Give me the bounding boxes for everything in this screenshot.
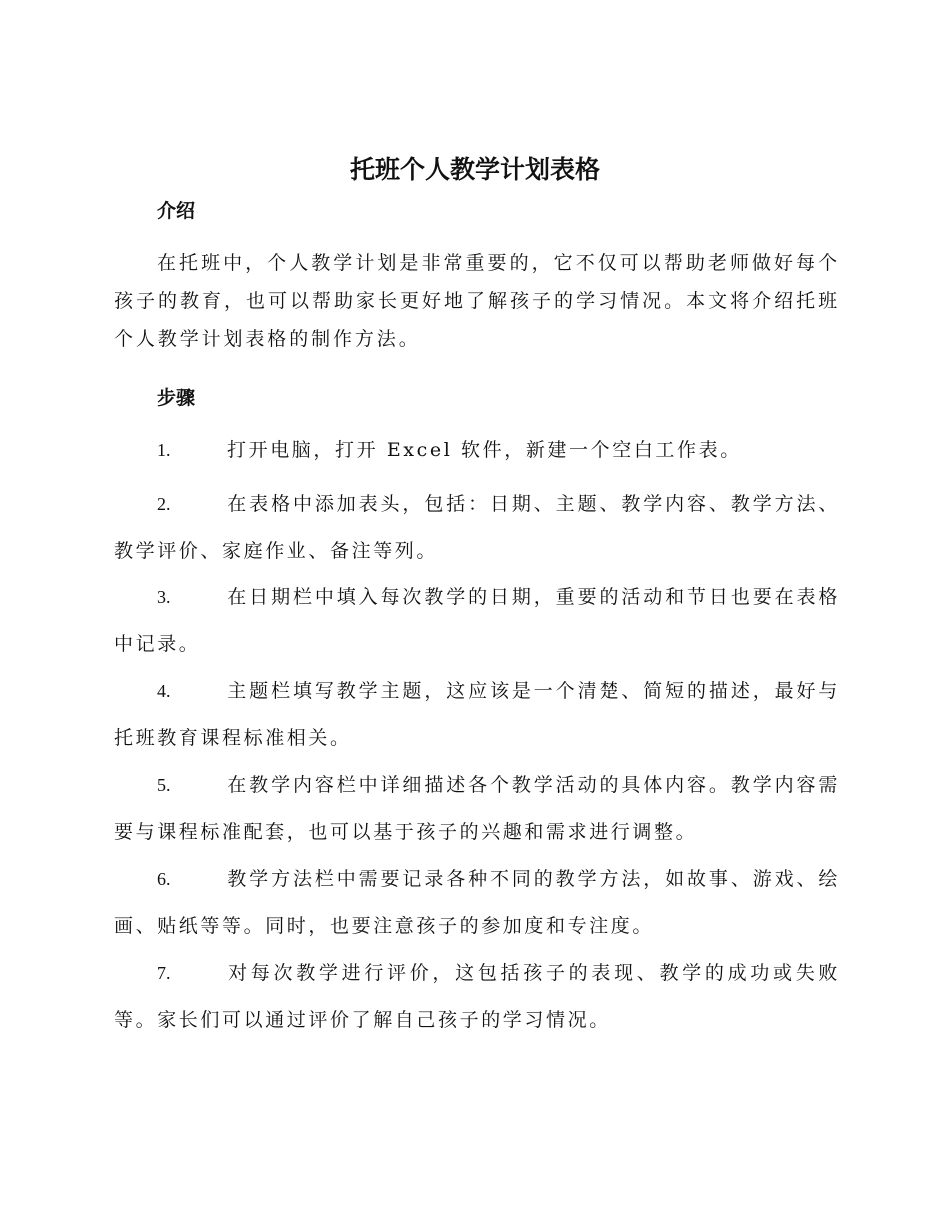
step-item bbox=[114, 427, 840, 474]
document-title: 托班个人教学计划表格 bbox=[349, 155, 600, 184]
step-number: 2. bbox=[157, 494, 171, 514]
step-item bbox=[114, 574, 840, 668]
step-number: 6. bbox=[157, 869, 171, 889]
intro-paragraph: 在托班中，个人教学计划是非常重要的，它不仅可以帮助老师做好每个孩子的教育，也可以帮助家长更好地了解孩子的学习情况。本文将介绍托班个人教学计划表格的制作方法。 bbox=[114, 252, 840, 350]
step-text: 在日期栏中填入每次教学的日期，重要的活动和节日也要在表格中记录。 bbox=[114, 586, 840, 655]
step-text: 教学方法栏中需要记录各种不同的教学方法，如故事、游戏、绘画、贴纸等等。同时，也要注意孩子的参加度和专注度。 bbox=[114, 868, 840, 937]
step-item bbox=[114, 668, 840, 762]
step-number: 5. bbox=[157, 775, 171, 795]
step-item bbox=[114, 481, 840, 575]
section-heading-intro: 介绍 bbox=[157, 200, 196, 222]
step-item bbox=[114, 950, 840, 1044]
step-number: 4. bbox=[157, 681, 171, 701]
step-text: 对每次教学进行评价，这包括孩子的表现、教学的成功或失败等。家长们可以通过评价了解自己孩子的学习情况。 bbox=[114, 962, 840, 1031]
step-item bbox=[114, 762, 840, 856]
step-item bbox=[114, 856, 840, 950]
step-text: 主题栏填写教学主题，这应该是一个清楚、简短的描述，最好与托班教育课程标准相关。 bbox=[114, 680, 840, 749]
step-number: 1. bbox=[157, 440, 171, 460]
step-text: 在表格中添加表头，包括：日期、主题、教学内容、教学方法、教学评价、家庭作业、备注等列。 bbox=[114, 493, 840, 562]
step-text: 打开电脑，打开 Excel 软件，新建一个空白工作表。 bbox=[227, 439, 742, 461]
step-number: 7. bbox=[157, 963, 171, 983]
section-heading-steps: 步骤 bbox=[157, 387, 196, 409]
step-text: 在教学内容栏中详细描述各个教学活动的具体内容。教学内容需要与课程标准配套，也可以基于孩子的兴趣和需求进行调整。 bbox=[114, 774, 840, 843]
step-number: 3. bbox=[157, 587, 171, 607]
